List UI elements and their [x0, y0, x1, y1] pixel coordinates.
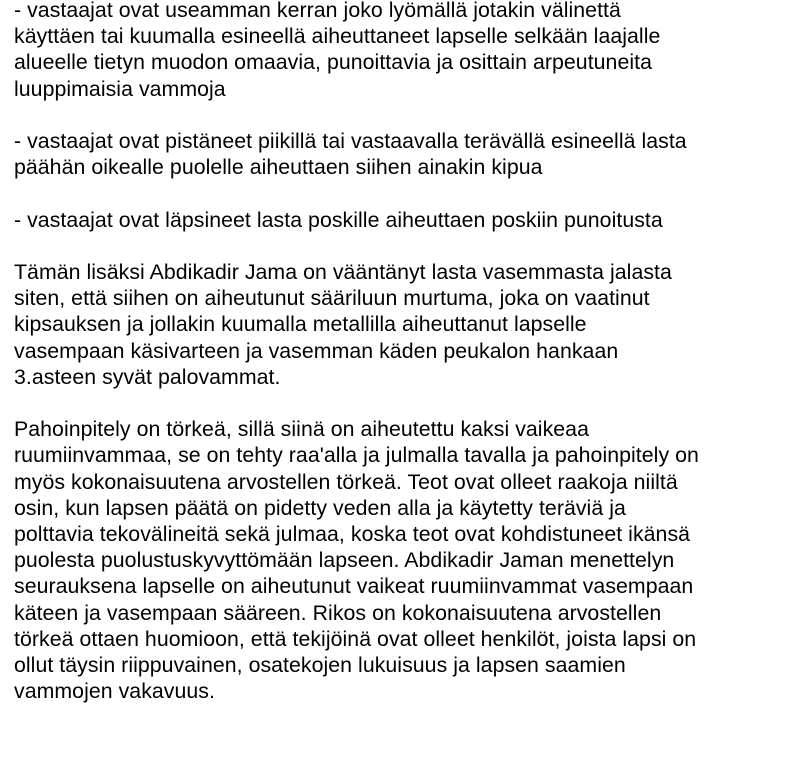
text-line: osin, kun lapsen päätä on pidetty veden alla ja käytetty teräviä ja: [14, 495, 626, 520]
text-line: - vastaajat ovat pistäneet piikillä tai vastaavalla terävällä esineellä lasta: [14, 129, 687, 153]
paragraph-additional-acts: [14, 259, 804, 390]
text-line: myös kokonaisuutena arvostellen törkeä. Teot ovat olleet raakoja niiltä: [14, 469, 678, 494]
paragraph-injuries-head: [14, 128, 804, 180]
paragraph-injuries-cheeks: [14, 207, 804, 233]
text-line: käteen ja vasempaan sääreen. Rikos on kokonaisuutena arvostellen: [14, 600, 662, 625]
paragraph-assessment: [14, 416, 804, 704]
document-body: [14, 0, 804, 731]
text-line: 3.asteen syvät palovammat.: [14, 364, 281, 389]
text-line: ollut täysin riippuvainen, osatekojen lukuisuus ja lapsen saamien: [14, 653, 626, 678]
text-line: puolesta puolustuskyvyttömään lapseen. Abdikadir Jaman menettelyn: [14, 548, 675, 573]
text-line: Pahoinpitely on törkeä, sillä siinä on aiheutettu kaksi vaikeaa: [14, 417, 589, 442]
text-line: ruumiinvammaa, se on tehty raa'alla ja julmalla tavalla ja pahoinpitely on: [14, 443, 699, 468]
text-line: vammojen vakavuus.: [14, 679, 215, 704]
text-line: luuppimaisia vammoja: [14, 76, 226, 101]
text-line: polttavia tekovälineitä sekä julmaa, koska teot ovat kohdistuneet ikänsä: [14, 522, 691, 546]
text-line: - vastaajat ovat useamman kerran joko lyömällä jotakin välinettä: [14, 0, 621, 22]
text-line: Tämän lisäksi Abdikadir Jama on vääntänyt lasta vasemmasta jalasta: [14, 259, 672, 284]
text-line: käyttäen tai kuumalla esineellä aiheuttaneet lapselle selkään laajalle: [14, 24, 661, 49]
text-line: - vastaajat ovat läpsineet lasta poskille aiheuttaen poskiin punoitusta: [14, 207, 663, 232]
text-line: seurauksena lapselle on aiheutunut vaikeat ruumiinvammat vasempaan: [14, 574, 694, 599]
text-line: törkeä ottaen huomioon, että tekijöinä ovat olleet henkilöt, joista lapsi on: [14, 626, 697, 651]
paragraph-injuries-back: [14, 0, 804, 102]
text-line: kipsauksen ja jollakin kuumalla metallilla aiheuttanut lapselle: [14, 312, 587, 337]
text-line: siten, että siihen on aiheutunut sääriluun murtuma, joka on vaatinut: [14, 286, 650, 311]
text-line: vasempaan käsivarteen ja vasemman käden peukalon hankaan: [14, 338, 619, 363]
text-line: päähän oikealle puolelle aiheuttaen siihen ainakin kipua: [14, 155, 543, 180]
text-line: alueelle tietyn muodon omaavia, punoittavia ja osittain arpeutuneita: [14, 50, 652, 75]
